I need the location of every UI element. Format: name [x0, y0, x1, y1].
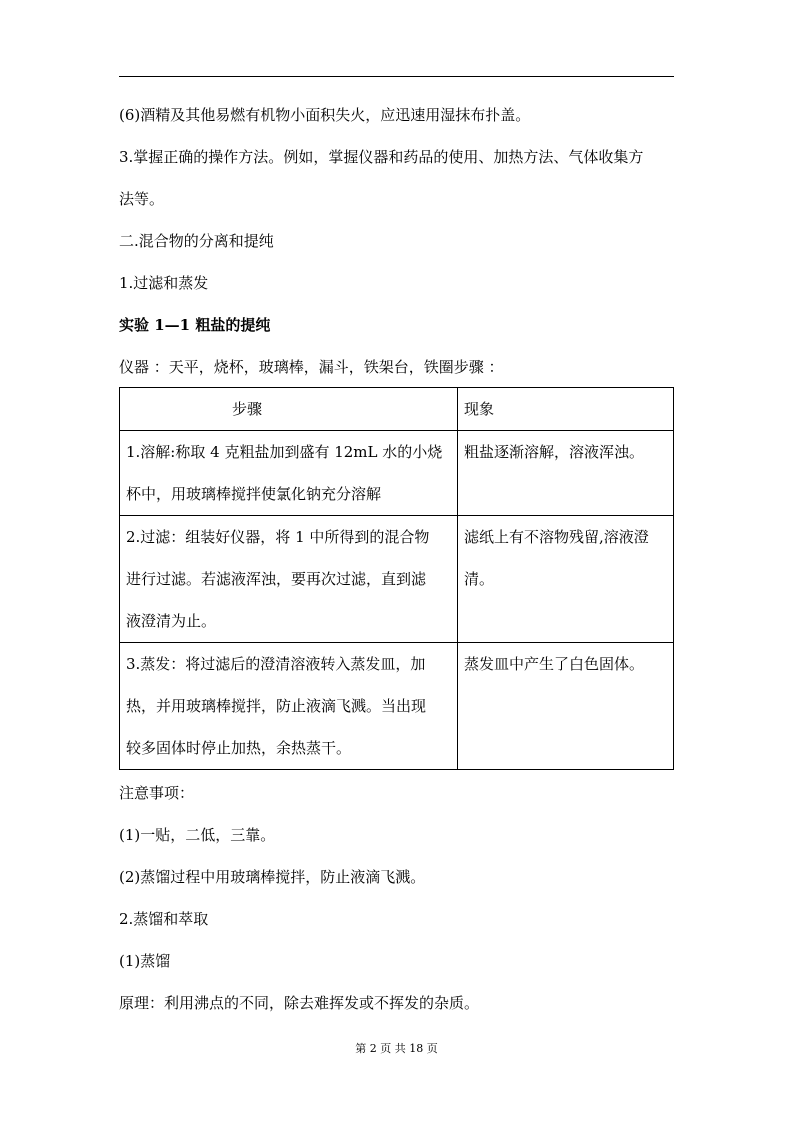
experiment-title: 实验 1—1 粗盐的提纯: [119, 316, 271, 334]
page-body: [119, 104, 674, 1014]
page-number: 第 2 页 共 18 页: [355, 1042, 438, 1055]
cell-line: 较多固体时停止加热，余热蒸干。: [126, 739, 352, 757]
table-row: [120, 431, 674, 516]
header-step: 步骤: [120, 388, 458, 431]
cell-line: 进行过滤。若滤液浑浊，要再次过滤，直到滤: [126, 570, 427, 588]
paragraph-fire-safety: (6)酒精及其他易燃有机物小面积失火，应迅速用湿抹布扑盖。: [119, 106, 531, 124]
distillation-principle: 原理：利用沸点的不同，除去难挥发或不挥发的杂质。: [119, 994, 480, 1012]
cell-line: 2.过滤：组装好仪器，将 1 中所得到的混合物: [126, 528, 430, 546]
section-heading-separation: 二.混合物的分离和提纯: [119, 232, 274, 250]
cell-line: 滤纸上有不溶物残留,溶液澄: [464, 528, 649, 546]
table-row: [120, 643, 674, 770]
cell-line: 3.蒸发：将过滤后的澄清溶液转入蒸发皿，加: [126, 655, 426, 673]
cell-line: 液澄清为止。: [126, 612, 217, 630]
cell-line: 杯中，用玻璃棒搅拌使氯化钠充分溶解: [126, 485, 382, 503]
notes-heading: 注意事项：: [119, 784, 195, 802]
subsection-heading-filtration: 1.过滤和蒸发: [119, 274, 209, 292]
note-item-1: (1)一贴，二低，三靠。: [119, 826, 276, 844]
cell-line: 蒸发皿中产生了白色固体。: [464, 655, 645, 673]
cell-line: 1.溶解:称取 4 克粗盐加到盛有 12mL 水的小烧: [126, 443, 443, 461]
experiment-table: [119, 387, 674, 770]
step-cell: [120, 431, 458, 516]
cell-line: 热，并用玻璃棒搅拌，防止液滴飞溅。当出现: [126, 697, 427, 715]
subsection-heading-distillation: 2.蒸馏和萃取: [119, 910, 209, 928]
header-rule: [119, 76, 674, 77]
paragraph-operation-methods-cont: 法等。: [119, 190, 165, 208]
cell-line: 粗盐逐渐溶解，溶液浑浊。: [464, 443, 645, 461]
phenomenon-cell: [458, 516, 674, 643]
table-row: [120, 516, 674, 643]
instruments-line: 仪器 ：天平，烧杯，玻璃棒，漏斗，铁架台，铁圈步骤 ：: [119, 358, 504, 376]
cell-line: 清。: [464, 570, 495, 588]
phenomenon-cell: [458, 431, 674, 516]
header-phenomenon: 现象: [458, 388, 674, 431]
distillation-heading: (1)蒸馏: [119, 952, 171, 970]
paragraph-operation-methods: 3.掌握正确的操作方法。例如，掌握仪器和药品的使用、加热方法、气体收集方: [119, 148, 644, 166]
table-header-row: [120, 388, 674, 431]
step-cell: [120, 516, 458, 643]
phenomenon-cell: [458, 643, 674, 770]
note-item-2: (2)蒸馏过程中用玻璃棒搅拌，防止液滴飞溅。: [119, 868, 426, 886]
step-cell: [120, 643, 458, 770]
